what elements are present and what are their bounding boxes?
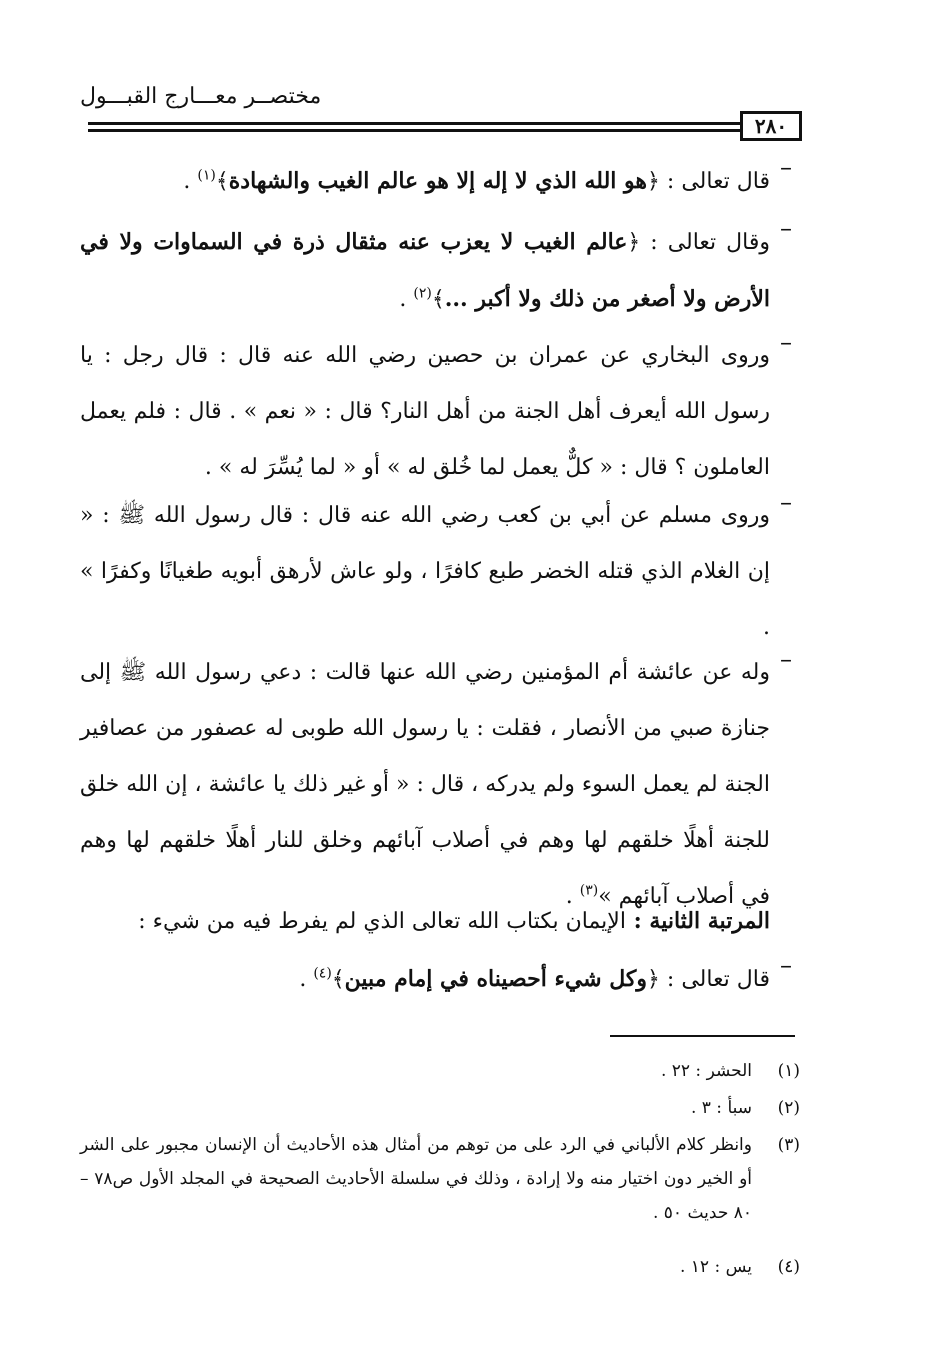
quran-open-bracket: ﴿ <box>627 230 641 255</box>
running-header-title: مختصــر معـــارج القبـــول <box>80 84 322 109</box>
footnote-separator <box>610 1035 795 1037</box>
footnote-ref: (١) <box>197 167 216 184</box>
bullet-dash: – <box>780 645 792 673</box>
footnote-number: (٢) <box>777 1098 800 1118</box>
quran-quote: وكل شيء أحصيناه في إمام مبين <box>344 966 648 992</box>
footnote-ref: (٣) <box>579 882 599 899</box>
footnote-number: (١) <box>777 1061 800 1081</box>
quran-close-bracket: ﴾ <box>431 287 445 312</box>
sentence-end: . <box>299 967 314 992</box>
paragraph: وروى مسلم عن أبي بن كعب رضي الله عنه قال : قال رسول الله ﷺ : « إن الغلام الذي قتله الخضر طبع كافرًا ، ولو عاش لأرهق أبويه طغيانًا وكفرًا » . <box>80 503 770 640</box>
verse-intro: وقال تعالى : <box>640 230 770 255</box>
verse-entry <box>80 214 792 328</box>
footnote <box>80 1054 800 1088</box>
bullet-dash: – <box>780 153 792 181</box>
sentence-end: . <box>399 287 414 312</box>
footnote <box>80 1128 800 1230</box>
footnote-number: (٣) <box>777 1135 800 1155</box>
footnote-text: وانظر كلام الألباني في الرد على من توهم من أمثال هذه الأحاديث أن الإنسان مجبور على الشر أو الخير دون اختيار منه ولا إرادة ، وذلك في سلسلة الأحاديث الصحيحة في المجلد الأول ص٧٨ – ٨٠ حديث ٥٠ . <box>80 1135 752 1223</box>
verse-entry <box>80 951 792 1008</box>
section-heading <box>80 893 770 950</box>
footnote-text: سبأ : ٣ . <box>690 1098 752 1118</box>
quran-close-bracket: ﴾ <box>331 967 345 992</box>
quran-close-bracket: ﴾ <box>215 169 229 194</box>
section-heading-label: المرتبة الثانية : <box>625 908 770 934</box>
sentence-end: . <box>183 169 198 194</box>
bullet-dash: – <box>780 214 792 242</box>
hadith-entry <box>80 645 792 925</box>
quran-quote: هو الله الذي لا إله إلا هو عالم الغيب والشهادة <box>228 168 648 194</box>
footnote-ref: (٢) <box>413 285 432 302</box>
paragraph <box>80 214 770 328</box>
verse-intro: قال تعالى : <box>659 169 770 194</box>
paragraph <box>80 645 770 925</box>
footnote-number: (٤) <box>777 1257 800 1277</box>
bullet-dash: – <box>780 951 792 979</box>
verse-entry <box>80 153 792 210</box>
hadith-text: وله عن عائشة أم المؤمنين رضي الله عنها قالت : دعي رسول الله ﷺ إلى جنازة صبي من الأنصار ، فقلت : يا رسول الله طوبى له عصفور من عصافير الجنة لم يعمل السوء ولم يدركه ، قال : « أو غير ذلك يا عائشة ، إن الله خلق للجنة أهلًا خلقهم لها وهم في أصلاب آبائهم وخلق للنار أهلًا خلقهم لها وهم في أصلاب آبائهم » <box>80 660 770 909</box>
paragraph <box>80 951 770 1008</box>
header-rule <box>88 129 740 132</box>
quran-quote: عالم الغيب لا يعزب عنه مثقال ذرة في السماوات ولا في الأرض ولا أصغر من ذلك ولا أكبر ... <box>80 229 770 312</box>
page-number: ٢٨٠ <box>740 111 802 141</box>
footnote-text: يس : ١٢ . <box>679 1257 752 1277</box>
hadith-entry <box>80 488 792 656</box>
quran-open-bracket: ﴿ <box>647 967 660 992</box>
paragraph: وروى البخاري عن عمران بن حصين رضي الله عنه قال : قال رجل : يا رسول الله أيعرف أهل الجنة من أهل النار؟ قال : « نعم » . قال : فلم يعمل العاملون ؟ قال : « كلٌّ يعمل لما خُلق له » أو « لما يُسِّرَ له » . <box>80 343 770 480</box>
footnote-text: الحشر : ٢٢ . <box>660 1061 752 1081</box>
sentence-end: . <box>565 884 580 909</box>
header-rule <box>88 122 740 125</box>
footnote <box>80 1091 800 1125</box>
bullet-dash: – <box>780 488 792 516</box>
quran-open-bracket: ﴿ <box>647 169 660 194</box>
hadith-entry <box>80 328 792 496</box>
bullet-dash: – <box>780 328 792 356</box>
verse-intro: قال تعالى : <box>659 967 770 992</box>
section-heading-text: الإيمان بكتاب الله تعالى الذي لم يفرط فيه من شيء : <box>138 909 626 934</box>
footnote-ref: (٤) <box>313 965 332 982</box>
footnote <box>80 1250 800 1284</box>
paragraph <box>80 153 770 210</box>
